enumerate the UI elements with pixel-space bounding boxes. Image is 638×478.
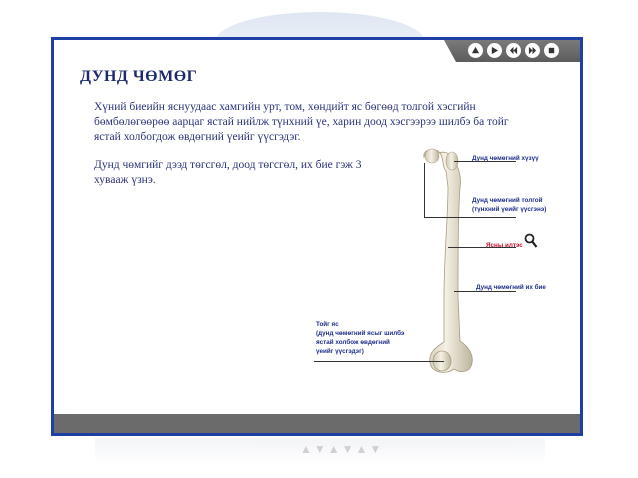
head-label-line2: (түнхний үеийг үүсгэнэ)	[472, 206, 547, 213]
patella-label-line4: үеийг үүсгэдэг)	[316, 348, 364, 355]
magnifier-icon	[524, 233, 538, 249]
slide-frame	[51, 37, 583, 436]
neck-label: Дунд чөмөгний хүзүү	[472, 155, 539, 162]
background-bottom-ornament: ▲▼▲▼▲▼	[300, 442, 384, 456]
shaft-label: Дунд чөмөгний их бие	[476, 284, 546, 291]
nav-stop-button[interactable]	[544, 43, 559, 58]
rewind-icon	[509, 46, 518, 55]
page-title: ДУНД ЧӨМӨГ	[80, 68, 198, 85]
intro-paragraph: Хүний биеийн яснуудаас хамгийн урт, том, хөндийт яс бөгөөд толгой хэсгийн бөмбөлөгөөрөө аарцаг ястай нийлж түнхний үе, харин доод хэсгээрээ шилбэ ба тойг ястай холбогдож өвдөгний үеийг үүсгэдэг.	[94, 101, 509, 143]
nav-play-button[interactable]	[487, 43, 502, 58]
play-icon	[490, 46, 499, 55]
foramen-label: Ясны илтэс	[486, 242, 523, 249]
femur-bone-illustration	[414, 147, 574, 382]
navigation-bar	[430, 40, 580, 62]
patella-label-line3: ястай холбож өвдөгний	[316, 339, 390, 346]
head-label-line1: Дунд чөмөгний толгой	[472, 197, 543, 204]
patella-label-line2: (дунд чөмөгний ясыг шилбэ	[316, 330, 405, 337]
division-paragraph: Дунд чөмгийг дээд төгсгөл, доод төгсгөл, их бие гэж 3 хувааж үзнэ.	[94, 159, 362, 186]
nav-back-button[interactable]	[506, 43, 521, 58]
nav-forward-button[interactable]	[525, 43, 540, 58]
up-arrow-icon	[471, 46, 480, 55]
fast-forward-icon	[528, 46, 537, 55]
patella-label-line1: Тойг яс	[316, 321, 339, 328]
stop-icon	[547, 46, 556, 55]
foramen-zoom-button[interactable]	[524, 233, 538, 252]
nav-home-button[interactable]	[468, 43, 483, 58]
patella-pointer-line	[314, 361, 444, 362]
head-pointer-line	[424, 217, 516, 218]
femur-diagram	[414, 147, 574, 382]
background-bottom-decoration	[95, 438, 545, 464]
slide-footer-bar	[54, 414, 580, 433]
head-pointer-vline	[424, 163, 425, 217]
